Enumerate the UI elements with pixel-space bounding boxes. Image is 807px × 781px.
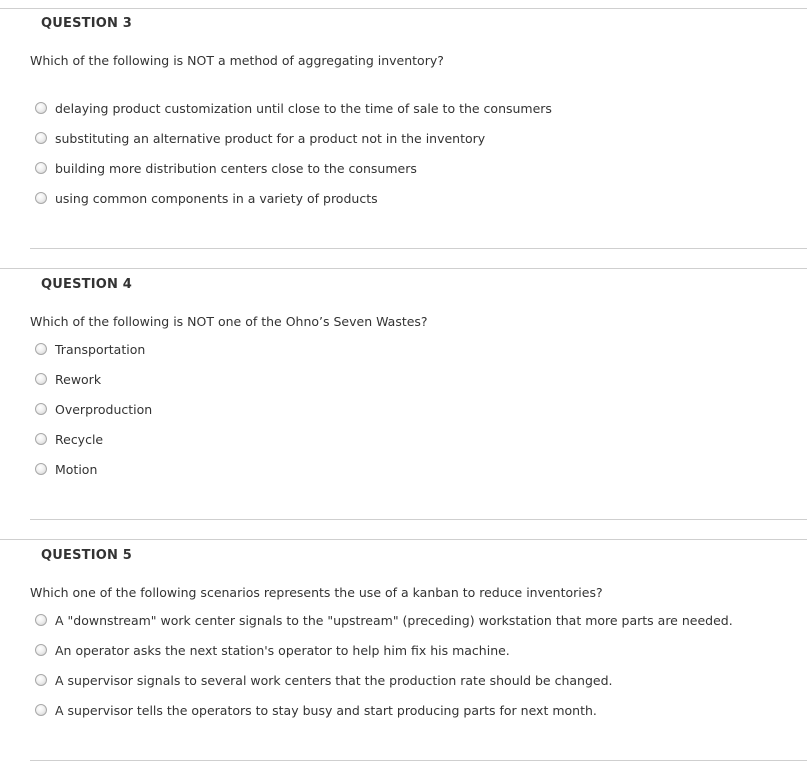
- answer-option[interactable]: [35, 672, 613, 688]
- radio-button[interactable]: [35, 644, 47, 656]
- option-label[interactable]: A supervisor signals to several work centers that the production rate should be changed.: [55, 672, 613, 688]
- radio-button[interactable]: [35, 343, 47, 355]
- answer-option[interactable]: [35, 461, 97, 477]
- radio-button[interactable]: [35, 704, 47, 716]
- answer-option[interactable]: [35, 100, 552, 116]
- option-label[interactable]: using common components in a variety of products: [55, 190, 378, 206]
- radio-button[interactable]: [35, 433, 47, 445]
- option-label[interactable]: substituting an alternative product for a product not in the inventory: [55, 130, 486, 146]
- question-title: QUESTION 5: [41, 548, 133, 563]
- question-text: Which of the following is NOT one of the Ohno’s Seven Wastes?: [30, 314, 428, 329]
- option-label[interactable]: Overproduction: [55, 401, 153, 417]
- option-label[interactable]: Motion: [55, 461, 98, 477]
- answer-option[interactable]: [35, 371, 101, 387]
- radio-button[interactable]: [35, 403, 47, 415]
- answer-option[interactable]: [35, 702, 597, 718]
- radio-button[interactable]: [35, 102, 47, 114]
- question-title: QUESTION 3: [41, 16, 133, 31]
- question-title: QUESTION 4: [41, 277, 133, 292]
- question-divider: [0, 539, 807, 540]
- option-label[interactable]: Rework: [55, 371, 102, 387]
- answer-option[interactable]: [35, 642, 510, 658]
- option-label[interactable]: A "downstream" work center signals to the "upstream" (preceding) workstation that more parts are needed.: [55, 612, 733, 628]
- top-divider: [0, 8, 807, 9]
- question-divider: [30, 248, 807, 249]
- answer-option[interactable]: [35, 431, 103, 447]
- option-label[interactable]: A supervisor tells the operators to stay busy and start producing parts for next month.: [55, 702, 597, 718]
- question-divider: [30, 760, 807, 761]
- question-divider: [30, 519, 807, 520]
- radio-button[interactable]: [35, 674, 47, 686]
- answer-option[interactable]: [35, 160, 417, 176]
- answer-option[interactable]: [35, 190, 378, 206]
- answer-option[interactable]: [35, 612, 733, 628]
- option-label[interactable]: An operator asks the next station's operator to help him fix his machine.: [55, 642, 510, 658]
- question-text: Which of the following is NOT a method of aggregating inventory?: [30, 53, 444, 68]
- answer-option[interactable]: [35, 130, 485, 146]
- option-label[interactable]: delaying product customization until close to the time of sale to the consumers: [55, 100, 552, 116]
- question-text: Which one of the following scenarios represents the use of a kanban to reduce inventories?: [30, 585, 603, 600]
- radio-button[interactable]: [35, 373, 47, 385]
- answer-option[interactable]: [35, 401, 152, 417]
- answer-option[interactable]: [35, 341, 145, 357]
- question-divider: [0, 268, 807, 269]
- radio-button[interactable]: [35, 162, 47, 174]
- option-label[interactable]: building more distribution centers close to the consumers: [55, 160, 417, 176]
- radio-button[interactable]: [35, 132, 47, 144]
- option-label[interactable]: Transportation: [55, 341, 146, 357]
- radio-button[interactable]: [35, 192, 47, 204]
- radio-button[interactable]: [35, 463, 47, 475]
- option-label[interactable]: Recycle: [55, 431, 104, 447]
- radio-button[interactable]: [35, 614, 47, 626]
